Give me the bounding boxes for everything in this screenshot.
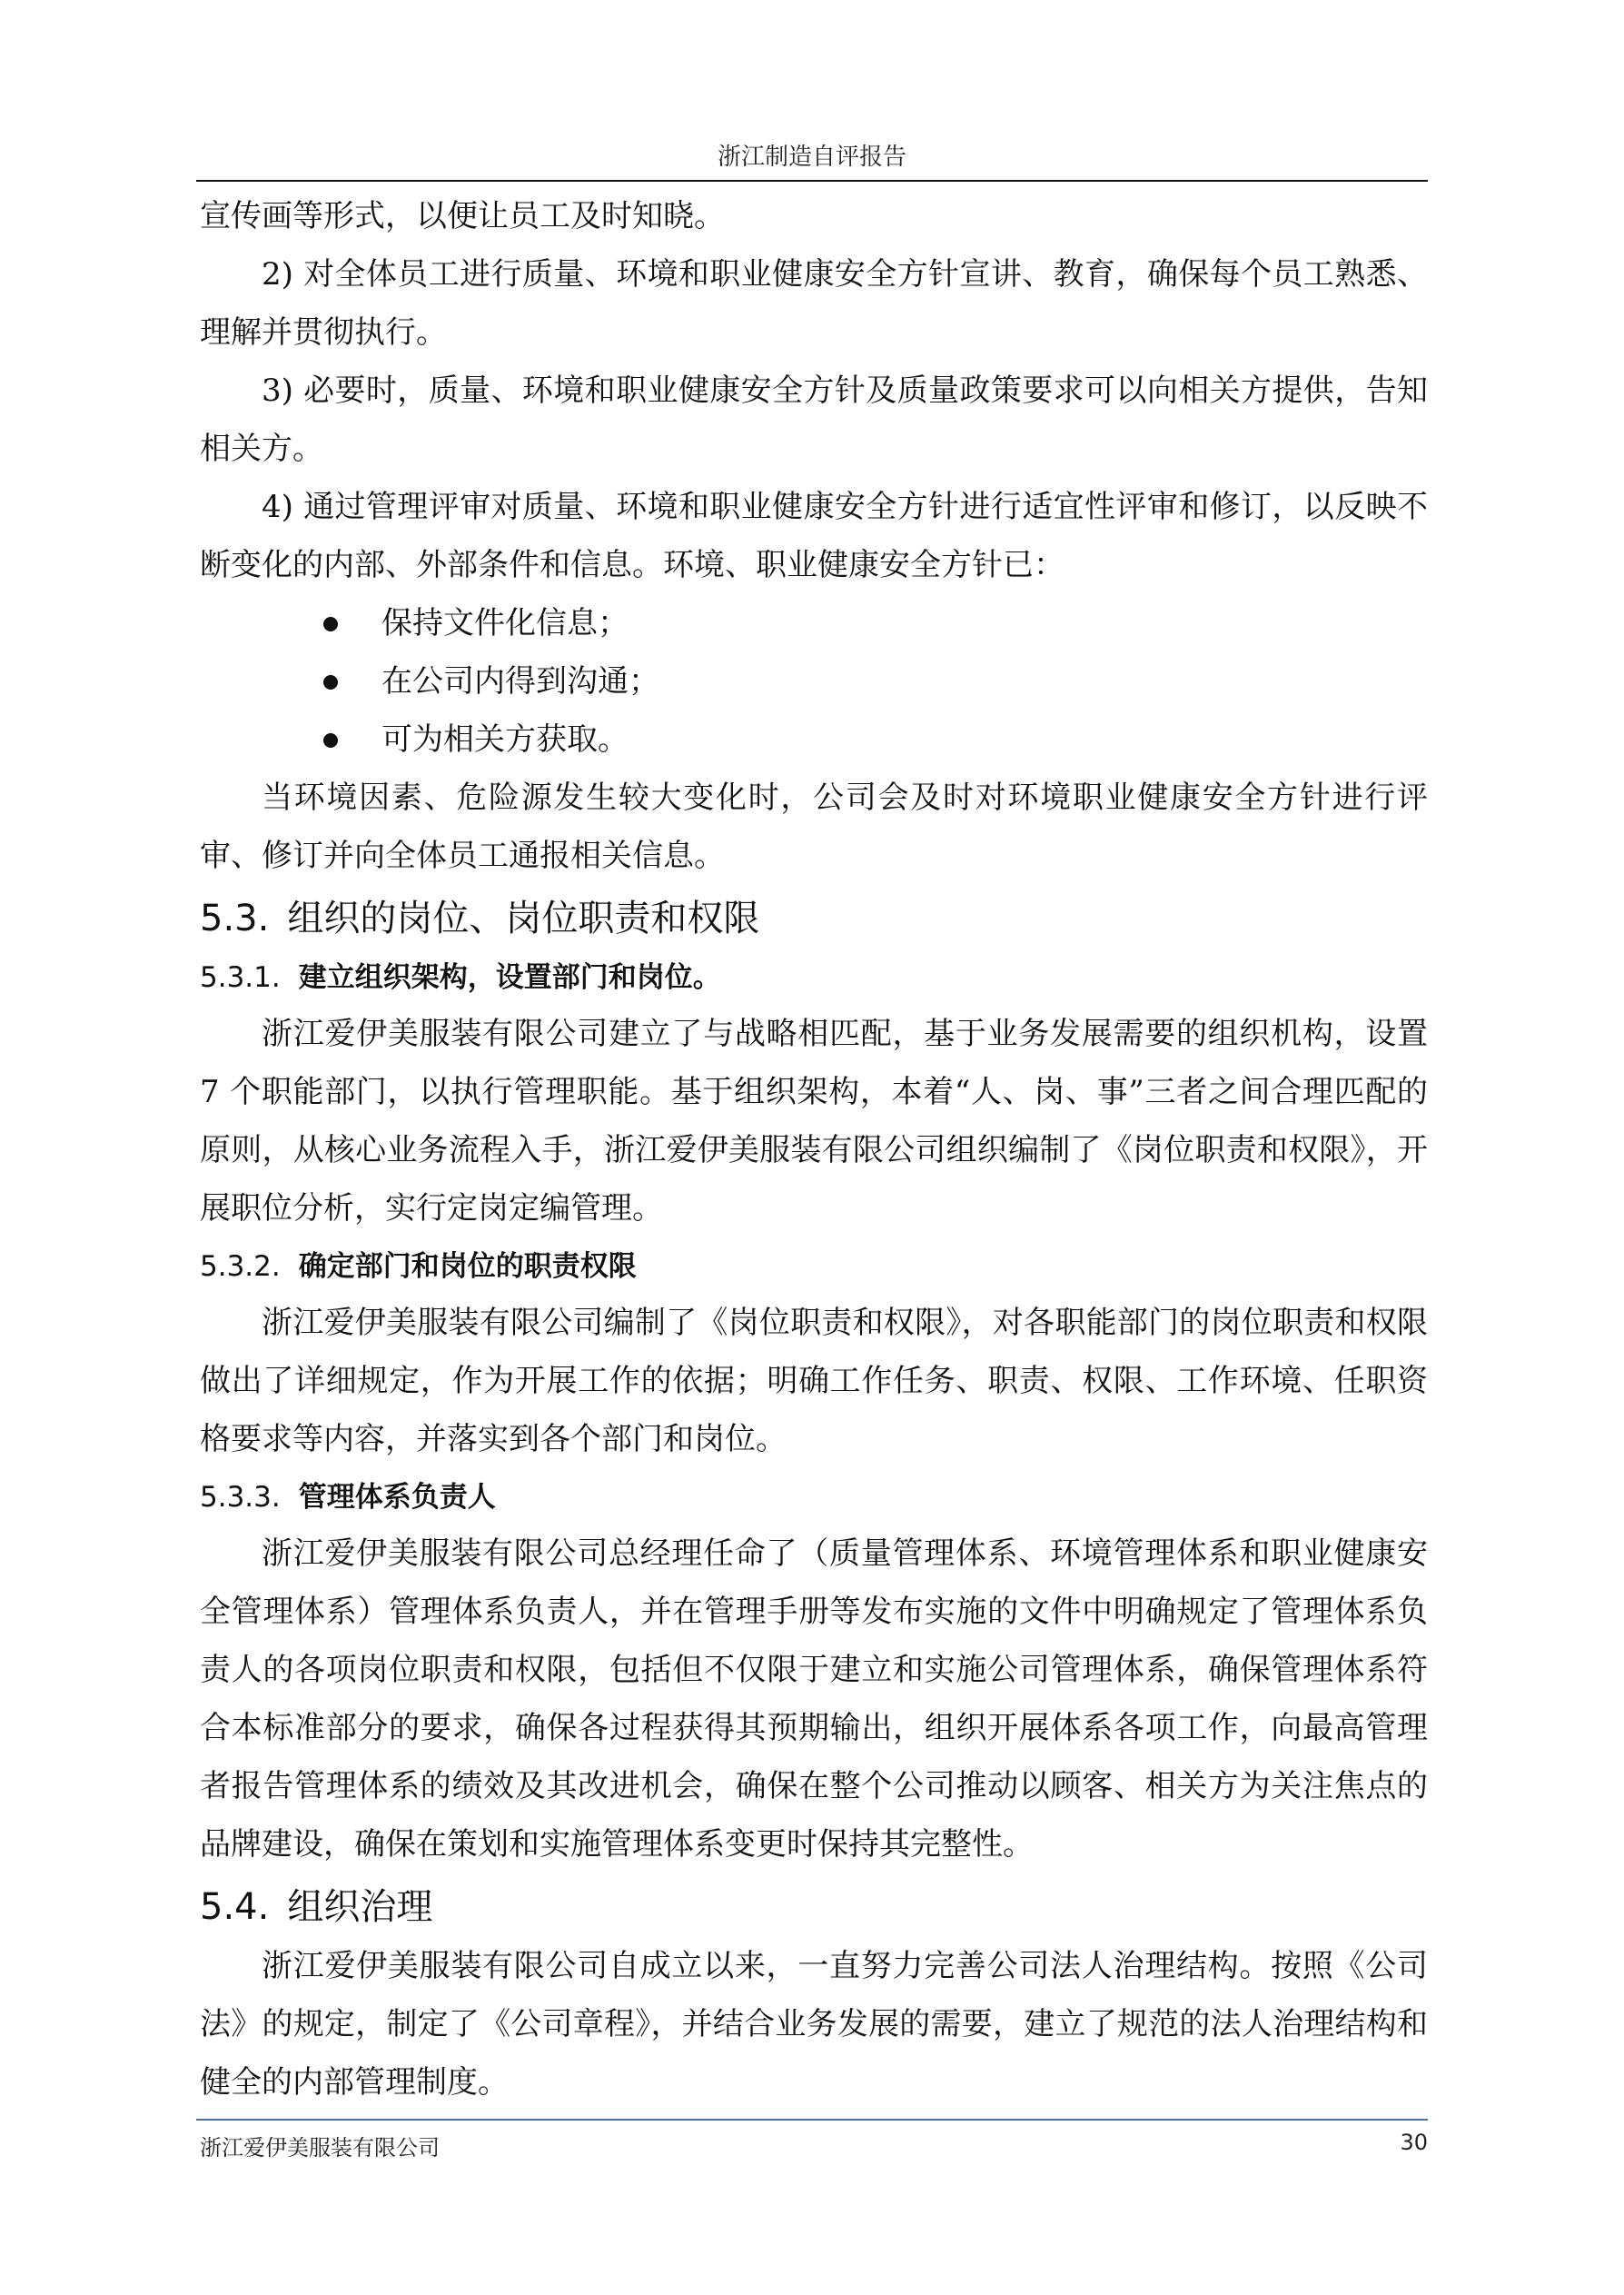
header-divider	[196, 180, 1428, 182]
subsection-heading-5-3-1	[200, 950, 1428, 1005]
subsection-heading-5-3-2	[200, 1239, 1428, 1294]
bullet-text: 可为相关方获取。	[381, 721, 629, 758]
section-number: 5.3.1.	[200, 961, 281, 994]
bullet-text: 保持文件化信息；	[381, 605, 629, 641]
page-number: 30	[1400, 2130, 1428, 2155]
section-number: 5.3.3.	[200, 1481, 281, 1514]
paragraph: 当环境因素、危险源发生较大变化时，公司会及时对环境职业健康安全方针进行评审、修订并向全体员工通报相关信息。	[200, 780, 1428, 874]
bullet-list-item	[200, 594, 1428, 652]
section-title: 组织的岗位、岗位职责和权限	[287, 898, 760, 939]
paragraph: 宣传画等形式，以便让员工及时知晓。	[200, 198, 725, 234]
paragraph: 浙江爱伊美服装有限公司编制了《岗位职责和权限》，对各职能部门的岗位职责和权限做出了详细规定，作为开展工作的依据；明确工作任务、职责、权限、工作环境、任职资格要求等内容，并落实到各个部门和岗位。	[200, 1305, 1428, 1457]
footer-divider	[196, 2119, 1428, 2121]
bullet-list-item	[200, 710, 1428, 769]
section-heading-5-3	[200, 889, 1428, 949]
bullet-icon	[323, 733, 338, 748]
section-number: 5.3.	[200, 898, 270, 939]
bullet-icon	[323, 617, 338, 631]
section-title: 建立组织架构，设置部门和岗位。	[298, 961, 721, 994]
section-number: 5.4.	[200, 1886, 270, 1928]
paragraph: 2) 对全体员工进行质量、环境和职业健康安全方针宣讲、教育，确保每个员工熟悉、理解并贯彻执行。	[200, 256, 1428, 351]
page-header-title: 浙江制造自评报告	[717, 144, 906, 171]
bullet-list-item	[200, 652, 1428, 710]
section-number: 5.3.2.	[200, 1250, 281, 1283]
subsection-heading-5-3-3	[200, 1470, 1428, 1525]
section-title: 管理体系负责人	[298, 1481, 496, 1514]
bullet-text: 在公司内得到沟通；	[381, 663, 659, 700]
paragraph: 3) 必要时，质量、环境和职业健康安全方针及质量政策要求可以向相关方提供，告知相关方。	[200, 373, 1428, 467]
section-heading-5-4	[200, 1877, 1428, 1937]
paragraph: 浙江爱伊美服装有限公司建立了与战略相匹配，基于业务发展需要的组织机构，设置 7 个职能部门，以执行管理职能。基于组织架构，本着“人、岗、事”三者之间合理匹配的原则，从核心业务流程入手，浙江爱伊美服装有限公司组织编制了《岗位职责和权限》，开展职位分析，实行定岗定编管理。	[200, 1016, 1428, 1227]
footer-company-name: 浙江爱伊美服装有限公司	[200, 2135, 440, 2161]
bullet-icon	[323, 675, 338, 690]
section-title: 组织治理	[287, 1886, 433, 1928]
paragraph: 浙江爱伊美服装有限公司总经理任命了（质量管理体系、环境管理体系和职业健康安全管理体系）管理体系负责人，并在管理手册等发布实施的文件中明确规定了管理体系负责人的各项岗位职责和权限，包括但不仅限于建立和实施公司管理体系，确保管理体系符合本标准部分的要求，确保各过程获得其预期输出，组织开展体系各项工作，向最高管理者报告管理体系的绩效及其改进机会，确保在整个公司推动以顾客、相关方为关注焦点的品牌建设，确保在策划和实施管理体系变更时保持其完整性。	[200, 1535, 1428, 1863]
paragraph: 4) 通过管理评审对质量、环境和职业健康安全方针进行适宜性评审和修订，以反映不断变化的内部、外部条件和信息。环境、职业健康安全方针已：	[200, 489, 1428, 583]
paragraph: 浙江爱伊美服装有限公司自成立以来，一直努力完善公司法人治理结构。按照《公司法》的规定，制定了《公司章程》，并结合业务发展的需要，建立了规范的法人治理结构和健全的内部管理制度。	[200, 1948, 1428, 2101]
page-body	[200, 187, 1428, 2111]
section-title: 确定部门和岗位的职责权限	[298, 1250, 637, 1283]
